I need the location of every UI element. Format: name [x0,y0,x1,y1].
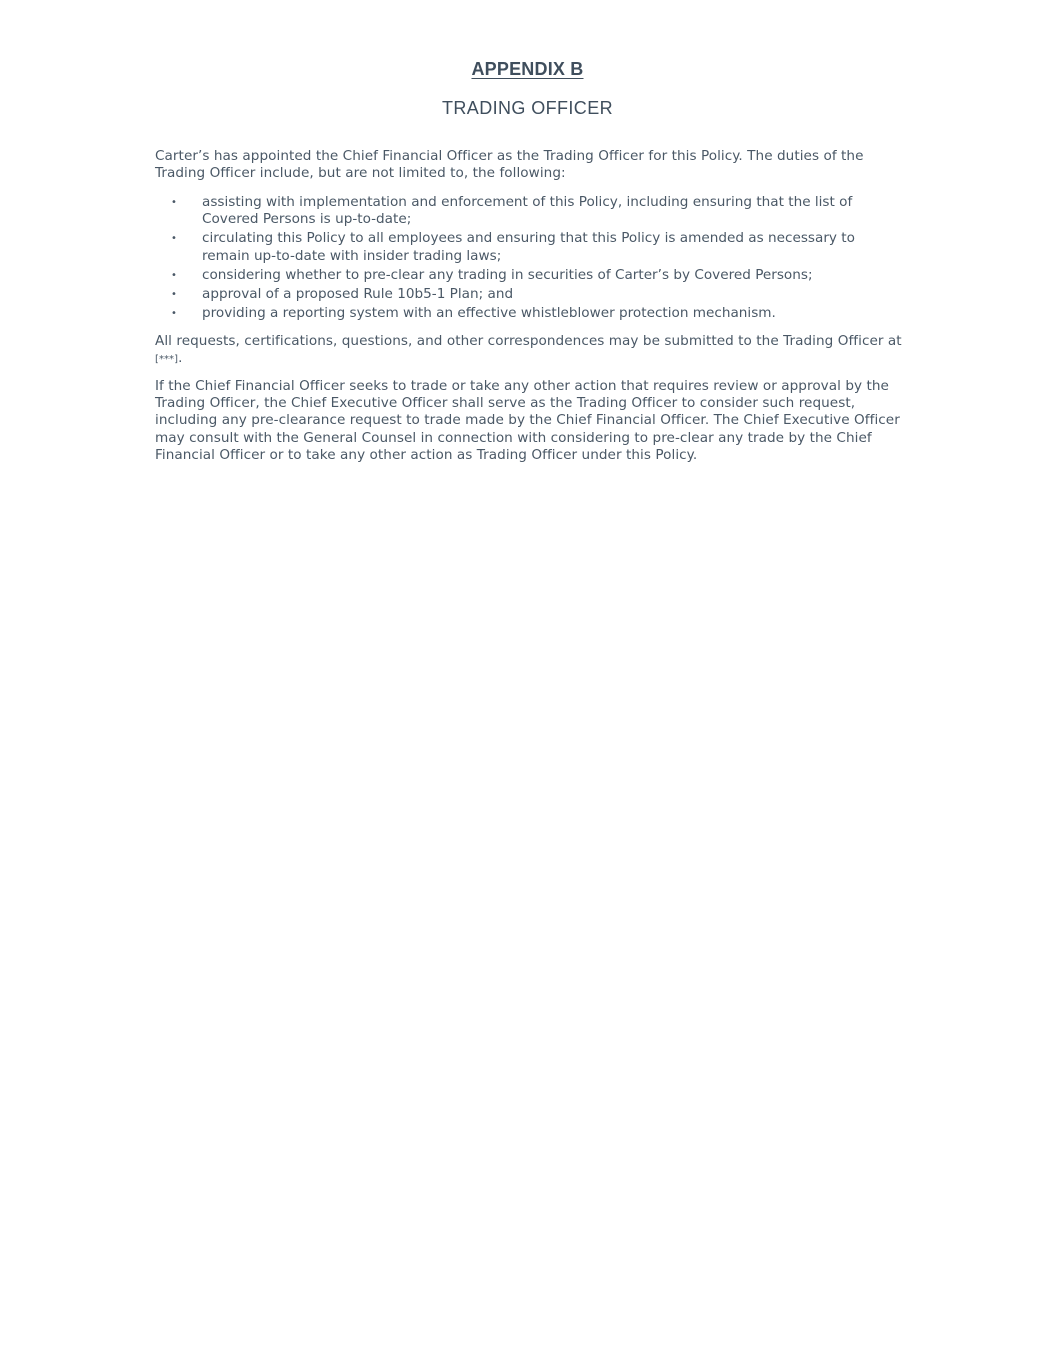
list-item [155,305,903,322]
bullet-icon: • [171,289,177,301]
list-item [155,194,903,228]
contact-paragraph [155,333,903,368]
bullet-icon: • [171,197,177,208]
duty-text: considering whether to pre-clear any trading in securities of Carter’s by Covered Persons; [202,266,813,283]
list-item [155,230,903,264]
duty-text: assisting with implementation and enforcement of this Policy, including ensuring that the list of Covered Persons is up-to-date; [202,194,853,228]
contact-text: All requests, certifications, questions, and other correspondences may be submitted to the Trading Officer at [155,333,902,349]
duty-text: providing a reporting system with an effective whistleblower protection mechanism. [202,305,776,322]
duty-text: approval of a proposed Rule 10b5-1 Plan; and [202,286,514,303]
section-title: TRADING OFFICER [442,98,613,118]
bullet-icon: • [171,269,177,281]
contact-period: . [178,350,183,367]
appendix-heading: APPENDIX B [471,59,584,79]
duties-list [155,194,903,324]
list-item [155,286,903,303]
intro-paragraph: Carter’s has appointed the Chief Financial Officer as the Trading Officer for this Policy. The duties of the Trading Officer include, but are not limited to, the following: [155,148,864,182]
list-item [155,267,903,284]
cfo-paragraph: If the Chief Financial Officer seeks to trade or take any other action that requires review or approval by the Trading Officer, the Chief Executive Officer shall serve as the Trading Officer to consider such request, including any pre-clearance request to trade made by the Chief Financial Officer. The Chief Executive Officer may consult with the General Counsel in connection with considering to pre-clear any trade by the Chief Financial Officer or to take any other action as Trading Officer under this Policy. [155,378,900,463]
contact-placeholder: [***] [155,354,179,366]
bullet-icon: • [171,233,177,245]
duty-text: circulating this Policy to all employees and ensuring that this Policy is amended as necessary to remain up-to-date with insider trading laws; [202,230,855,264]
bullet-icon: • [171,308,177,320]
